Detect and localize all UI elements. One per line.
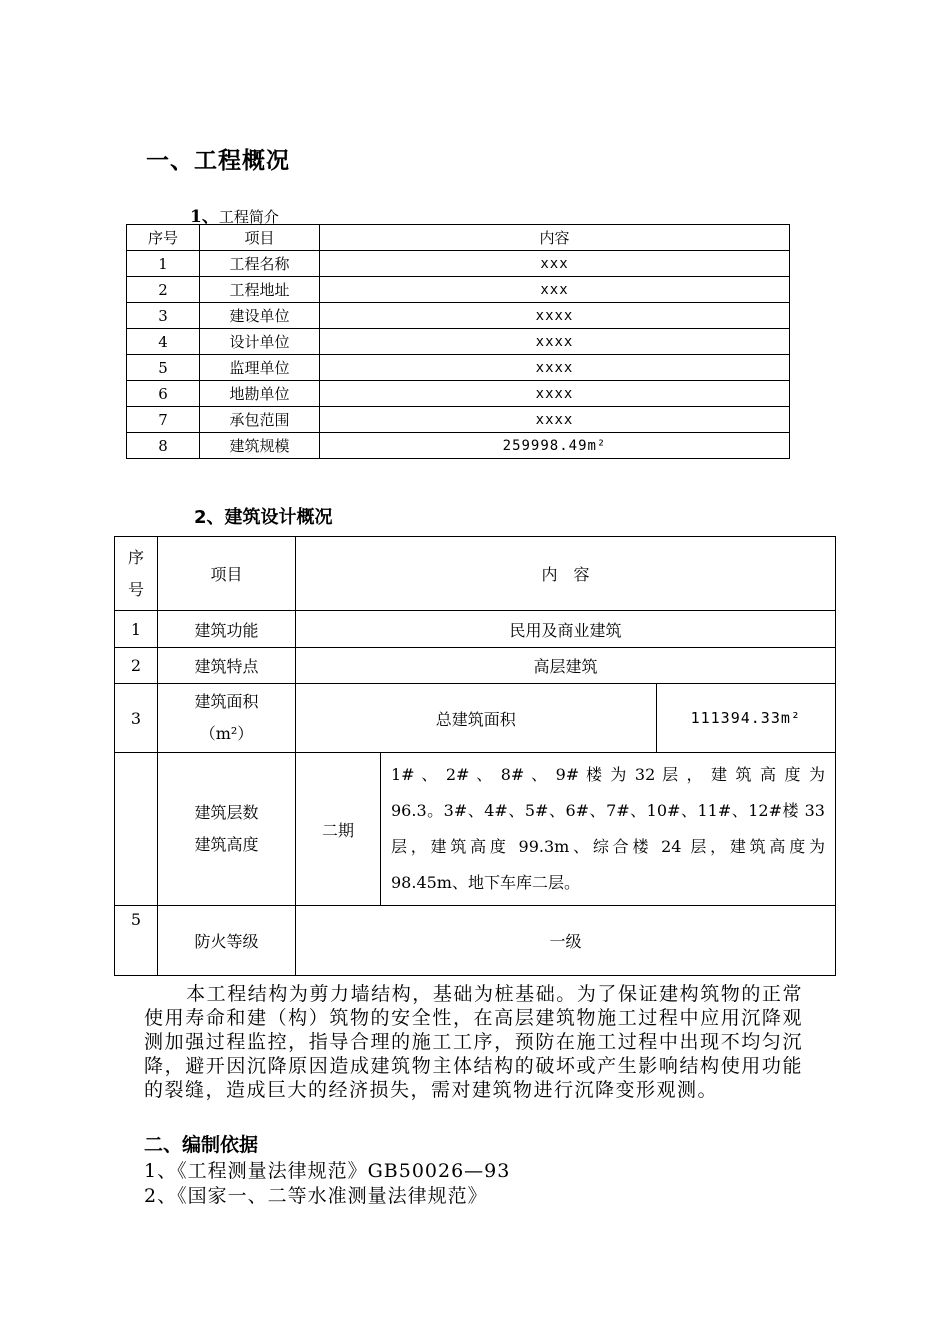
- cell-content: xxxx: [320, 407, 790, 433]
- table-row: [127, 277, 790, 303]
- cell-item-line1: 建筑面积: [194, 692, 259, 711]
- cell-content: 民用及商业建筑: [296, 611, 836, 648]
- cell-item: 建筑特点: [158, 648, 296, 684]
- table-row: [127, 381, 790, 407]
- table-header-row: [115, 537, 836, 611]
- header-no-line2: 号: [127, 579, 144, 599]
- table-row: [115, 684, 836, 753]
- section-heading-basis: 二、编制依据: [144, 1134, 259, 1156]
- cell-area-label: 总建筑面积: [296, 684, 657, 753]
- floors-line: 1# 、 2# 、 8# 、 9# 楼 为 32 层 ， 建 筑 高 度 为: [391, 765, 825, 784]
- cell-content: 高层建筑: [296, 648, 836, 684]
- cell-no: 4: [127, 329, 200, 355]
- cell-area-value: 111394.33m²: [656, 684, 835, 753]
- cell-item: 监理单位: [200, 355, 320, 381]
- paragraph-text: 本工程结构为剪力墙结构，基础为桩基础。为了保证建构筑物的正常使用寿命和建（构）筑物的安全性，在高层建筑物施工过程中应用沉降观测加强过程监控，指导合理的施工工序，预防在施工过程中出现不均匀沉降，避开因沉降原因造成建筑物主体结构的破坏或产生影响结构使用功能的裂缝，造成巨大的经济损失，需对建筑物进行沉降变形观测。: [144, 983, 803, 1101]
- cell-item: 防火等级: [158, 906, 296, 976]
- section-heading-overview: 一、工程概况: [146, 148, 290, 174]
- subsection-number: 1、: [190, 207, 219, 227]
- table-row: [127, 355, 790, 381]
- table-row: [127, 433, 790, 459]
- header-cell-no: [115, 537, 158, 611]
- body-paragraph: [144, 982, 803, 1102]
- cell-item-line2: （m²）: [199, 724, 254, 743]
- header-cell: 内容: [320, 225, 790, 251]
- cell-item: 设计单位: [200, 329, 320, 355]
- cell-no: 8: [127, 433, 200, 459]
- floors-line: 98.45m、地下车库二层。: [391, 873, 580, 892]
- cell-item: 建筑功能: [158, 611, 296, 648]
- cell-no: [115, 753, 158, 906]
- cell-item: 地勘单位: [200, 381, 320, 407]
- cell-item: 建筑规模: [200, 433, 320, 459]
- table-row: [115, 906, 836, 976]
- cell-item: [158, 753, 296, 906]
- cell-item: [158, 684, 296, 753]
- cell-content: xxx: [320, 251, 790, 277]
- table-row: [127, 251, 790, 277]
- cell-item: 建设单位: [200, 303, 320, 329]
- floors-line: 层，建筑高度 99.3m、综合楼 24 层，建筑高度为: [391, 837, 825, 856]
- subsection-title: 工程简介: [218, 208, 279, 226]
- header-no-line1: 序: [127, 547, 144, 567]
- cell-content: xxx: [320, 277, 790, 303]
- cell-content: 一级: [296, 906, 836, 976]
- cell-no: 5: [115, 906, 158, 976]
- cell-content: xxxx: [320, 355, 790, 381]
- cell-item-line1: 建筑层数: [194, 803, 259, 822]
- cell-no: 2: [127, 277, 200, 303]
- cell-content: xxxx: [320, 329, 790, 355]
- table-row: [127, 329, 790, 355]
- cell-no: 3: [127, 303, 200, 329]
- cell-item: 工程地址: [200, 277, 320, 303]
- cell-phase: 二期: [296, 753, 381, 906]
- table-header-row: [127, 225, 790, 251]
- cell-item-line2: 建筑高度: [194, 835, 259, 854]
- cell-item: 承包范围: [200, 407, 320, 433]
- cell-item: 工程名称: [200, 251, 320, 277]
- cell-floors-description: [381, 753, 836, 906]
- subsection-heading-design: 2、建筑设计概况: [194, 507, 333, 528]
- cell-content: xxxx: [320, 381, 790, 407]
- cell-no: 7: [127, 407, 200, 433]
- reference-item: 2、《国家一、二等水准测量法律规范》: [144, 1185, 488, 1207]
- cell-no: 5: [127, 355, 200, 381]
- table-row: [127, 407, 790, 433]
- table-row: [115, 648, 836, 684]
- header-cell-content: 内 容: [296, 537, 836, 611]
- cell-no: 1: [115, 611, 158, 648]
- table-row: [127, 303, 790, 329]
- cell-no: 1: [127, 251, 200, 277]
- cell-no: 2: [115, 648, 158, 684]
- cell-content: xxxx: [320, 303, 790, 329]
- design-overview-table: [114, 536, 836, 976]
- floors-line: 96.3。3#、4#、5#、6#、7#、10#、11#、12#楼 33: [391, 801, 825, 820]
- cell-content: 259998.49m²: [320, 433, 790, 459]
- table-row: [115, 611, 836, 648]
- cell-no: 6: [127, 381, 200, 407]
- header-cell: 序号: [127, 225, 200, 251]
- table-row: [115, 753, 836, 906]
- header-cell-item: 项目: [158, 537, 296, 611]
- header-cell: 项目: [200, 225, 320, 251]
- cell-no: 3: [115, 684, 158, 753]
- project-intro-table: [126, 224, 790, 459]
- reference-item: 1、《工程测量法律规范》GB50026—93: [144, 1160, 511, 1182]
